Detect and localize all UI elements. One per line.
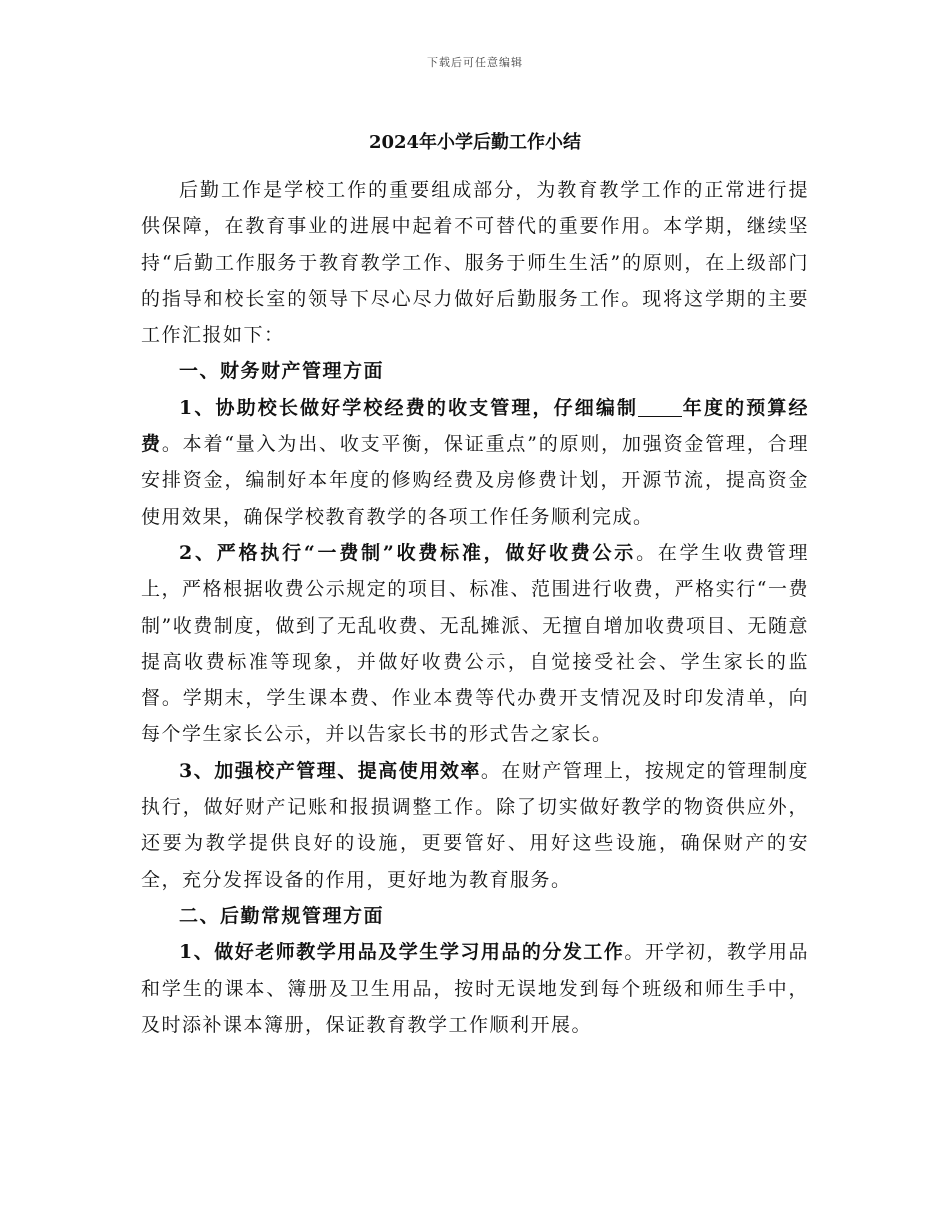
header-note: 下载后可任意编辑 bbox=[427, 56, 523, 69]
paragraph-budget-lead-b: 年度的预算经费 bbox=[141, 396, 809, 456]
intro-paragraph: 后勤工作是学校工作的重要组成部分，为教育教学工作的正常进行提供保障，在教育事业的进展中起着不可替代的重要作用。本学期，继续坚持“后勤工作服务于教育教学工作、服务于师生生活”的原则，在上级部门的指导和校长室的领导下尽心尽力做好后勤服务工作。现将这学期的主要工作汇报如下： bbox=[141, 179, 809, 347]
paragraph-supplies-body: 。开学初，教学用品和学生的课本、簿册及卫生用品，按时无误地发到每个班级和师生手中，及时添补课本簿册，保证教育教学工作顺利开展。 bbox=[141, 941, 809, 1036]
paragraph-assets-body: 。在财产管理上，按规定的管理制度执行，做好财产记账和报损调整工作。除了切实做好教学的物资供应外，还要为教学提供良好的设施，更要管好、用好这些设施，确保财产的安全，充分发挥设备的作用，更好地为教育服务。 bbox=[141, 759, 809, 891]
paragraph-supplies-lead: 1、做好老师教学用品及学生学习用品的分发工作 bbox=[179, 941, 625, 964]
paragraph-fees-body: 。在学生收费管理上，严格根据收费公示规定的项目、标准、范围进行收费，严格实行“一费制”收费制度，做到了无乱收费、无乱摊派、无擅自增加收费项目、无随意提高收费标准等现象，并做好收费公示，自觉接受社会、学生家长的监督。学期末，学生课本费、作业本费等代办费开支情况及时印发清单，向每个学生家长公示，并以告家长书的形式告之家长。 bbox=[141, 541, 809, 746]
document-title: 2024年小学后勤工作小结 bbox=[368, 132, 582, 153]
paragraph-fees bbox=[141, 535, 809, 753]
paragraph-supplies bbox=[141, 934, 809, 1043]
paragraph-fees-lead: 2、严格执行“一费制”收费标准，做好收费公示 bbox=[179, 541, 637, 564]
paragraph-budget bbox=[141, 390, 809, 535]
paragraph-budget-lead-a: 1、协助校长做好学校经费的收支管理，仔细编制 bbox=[179, 396, 639, 419]
paragraph-assets bbox=[141, 753, 809, 898]
document-body bbox=[141, 172, 809, 1043]
section-heading-logistics: 二、后勤常规管理方面 bbox=[179, 904, 385, 927]
section-heading-finance: 一、财务财产管理方面 bbox=[179, 360, 385, 383]
paragraph-assets-lead: 3、加强校产管理、提高使用效率 bbox=[179, 759, 481, 782]
fill-in-blank bbox=[638, 397, 682, 417]
paragraph-budget-body: 。本着“量入为出、收支平衡，保证重点”的原则，加强资金管理，合理安排资金，编制好本年度的修购经费及房修费计划，开源节流，提高资金使用效果，确保学校教育教学的各项工作任务顺利完成。 bbox=[141, 433, 809, 528]
